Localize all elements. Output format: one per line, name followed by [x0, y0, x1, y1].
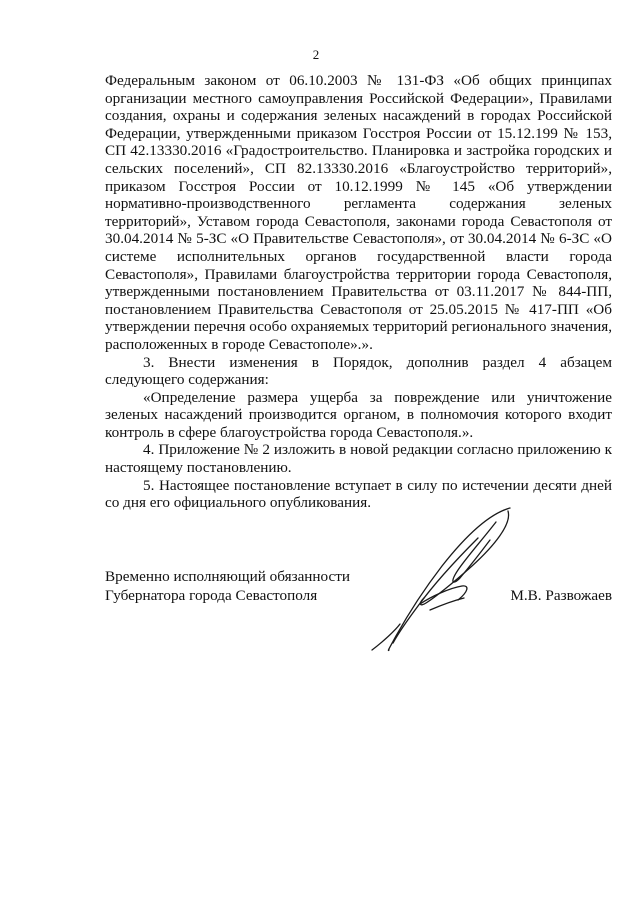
paragraph-item-4: 4. Приложение № 2 изложить в новой редакции согласно приложению к настоящему постановлению. — [105, 441, 612, 477]
paragraph-quoted-addition: «Определение размера ущерба за повреждение или уничтожение зеленых насаждений производится органом, в полномочия которого входит контроль в сфере благоустройства города Севастополя.». — [105, 388, 612, 441]
signature-block — [105, 567, 612, 605]
paragraph-item-3: 3. Внести изменения в Порядок, дополнив раздел 4 абзацем следующего содержания: — [105, 353, 612, 389]
paragraph-item-5: 5. Настоящее постановление вступает в силу по истечении десяти дней со дня его официального опубликования. — [105, 476, 612, 512]
paragraph-legal-basis: Федеральным законом от 06.10.2003 № 131-ФЗ «Об общих принципах организации местного самоуправления Российской Федерации», Правилами создания, охраны и содержания зеленых насаждений в городах Российской Федерации, утвержденными приказом Госстроя России от 15.12.199 № 153, СП 42.13330.2016 «Градостроительство. Планировка и застройка городских и сельских поселений», СП 82.13330.2016 «Благоустройство территорий», приказом Госстроя России от 10.12.1999 № 145 «Об утверждении нормативно-производственного регламента содержания зеленых территорий», Уставом города Севастополя, законами города Севастополя от 30.04.2014 № 5-ЗС «О Правительстве Севастополя», от 30.04.2014 № 6-ЗС «О системе исполнительных органов государственной власти города Севастополя», Правилами благоустройства территории города Севастополя, утвержденными постановлением Правительства от 03.11.2017 № 844-ПП, постановлением Правительства Севастополя от 25.05.2015 № 417-ПП «Об утверждении перечня особо охраняемых территорий регионального значения, расположенных в городе Севастополе».». — [105, 72, 612, 353]
document-body — [105, 72, 612, 512]
page-number: 2 — [312, 47, 320, 62]
signatory-position-line2: Губернатора города Севастополя — [105, 587, 318, 604]
signatory-position-line1: Временно исполняющий обязанности — [105, 568, 351, 585]
signatory-name: М.В. Развожаев — [510, 587, 612, 604]
